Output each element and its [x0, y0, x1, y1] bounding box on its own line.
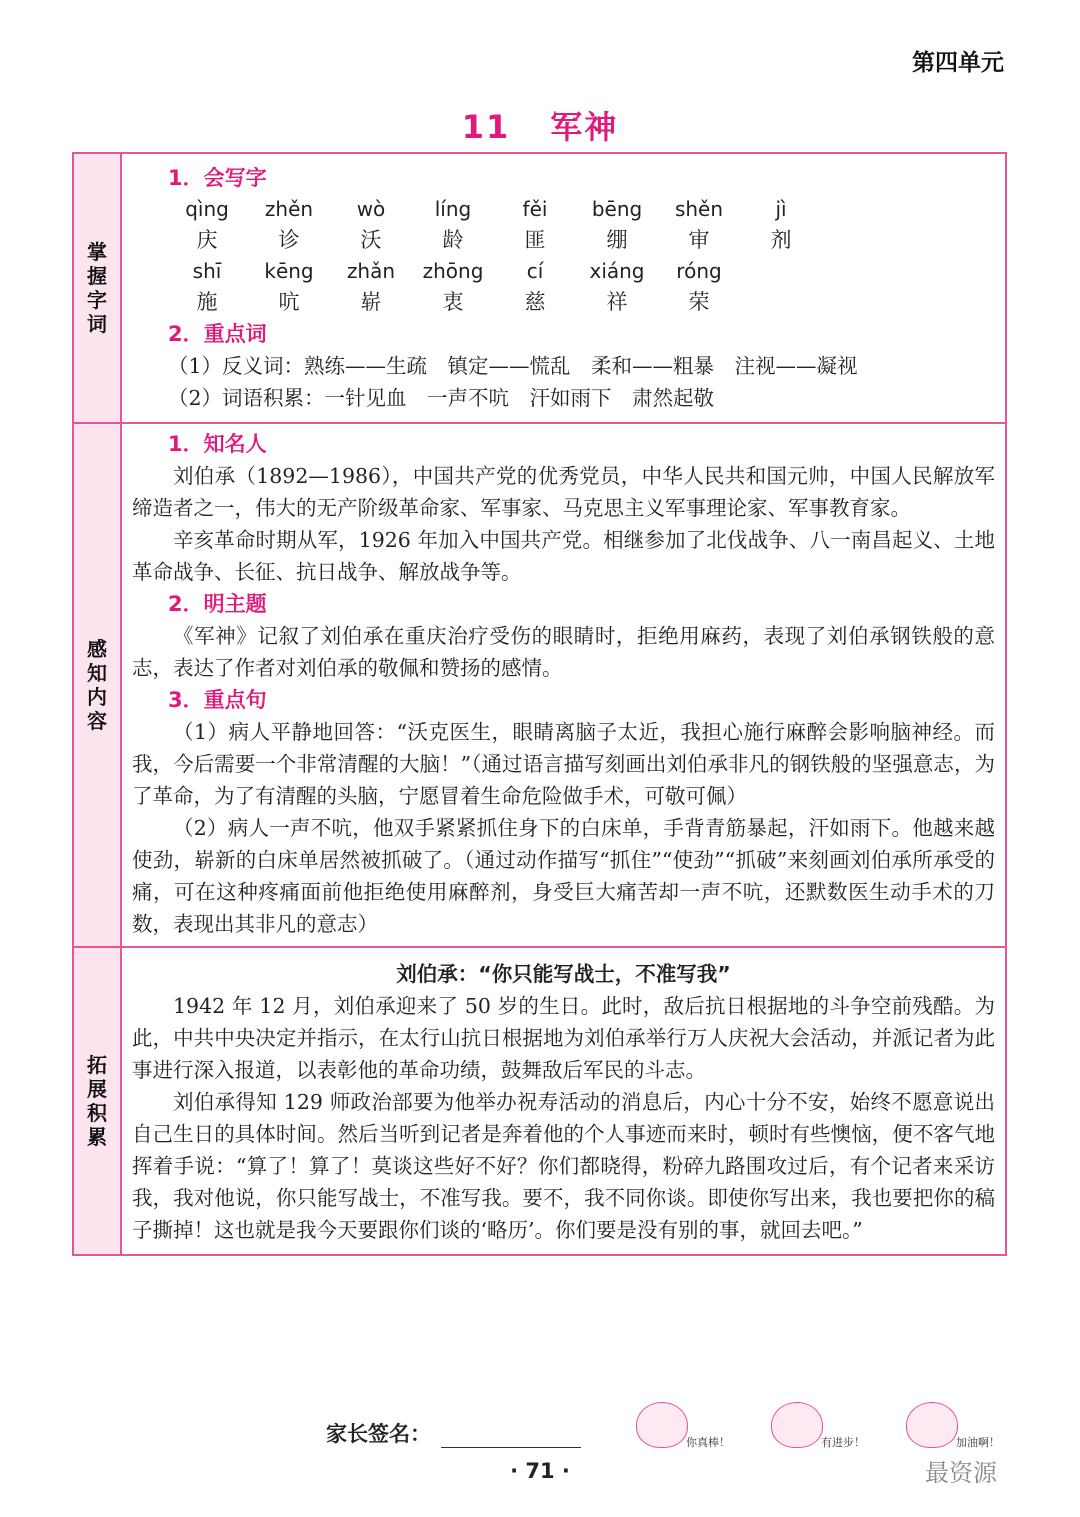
- label-char: 积: [87, 1101, 107, 1125]
- label-char: 字: [87, 288, 107, 312]
- pinyin: shěn: [674, 197, 724, 221]
- pinyin: bēng: [591, 197, 643, 221]
- hanzi: 诊: [278, 228, 300, 252]
- sticker-cat-3: [900, 1398, 1010, 1458]
- section-label-text: [74, 1053, 120, 1149]
- hanzi: 庆: [196, 228, 218, 252]
- heading-key-sentences: 3．重点句: [168, 688, 267, 712]
- hanzi: 慈: [524, 290, 546, 314]
- lesson-title: [0, 102, 1080, 148]
- pinyin: jì: [775, 197, 787, 221]
- sticker-caption: 你真棒！: [686, 1436, 730, 1449]
- content-table: [72, 152, 1007, 1256]
- pinyin-grid-1: [122, 194, 1005, 256]
- lesson-name: 军神: [550, 108, 619, 146]
- pinyin: zhōng: [422, 259, 484, 283]
- heading-writing-chars: 1．会写字: [168, 166, 267, 190]
- section-extension: [121, 947, 1006, 1255]
- hanzi: 衷: [442, 290, 464, 314]
- hanzi: 沃: [360, 228, 382, 252]
- hanzi: 崭: [360, 290, 382, 314]
- paragraph: （1）病人平静地回答：“沃克医生，眼睛离脑子太近，我担心施行麻醉会影响脑神经。而我，今后需要一个非常清醒的大脑！”（通过语言描写刻画出刘伯承非凡的钢铁般的坚强意志，为了革命，为了有清醒的头脑，宁愿冒着生命危险做手术，可敬可佩）: [132, 720, 995, 808]
- label-char: 累: [87, 1125, 107, 1149]
- pinyin: shī: [192, 259, 222, 283]
- section-content: [121, 423, 1006, 947]
- label-char: 拓: [87, 1053, 107, 1077]
- label-char: 词: [87, 312, 107, 336]
- hanzi: 龄: [442, 228, 464, 252]
- pinyin: líng: [434, 197, 472, 221]
- section-label-text: [74, 240, 120, 336]
- label-char: 掌: [87, 240, 107, 264]
- pinyin: kēng: [264, 259, 314, 283]
- signature-label: 家长签名：: [326, 1422, 431, 1446]
- pinyin: fěi: [522, 197, 548, 221]
- heading-famous-person: 1．知名人: [168, 432, 267, 456]
- paragraph: （2）病人一声不吭，他双手紧紧抓住身下的白床单，手背青筋暴起，汗如雨下。他越来越使劲，崭新的白床单居然被抓破了。（通过动作描写“抓住”“使劲”“抓破”来刻画刘伯承所承受的痛，可在这种疼痛面前他拒绝使用麻醉剂，身受巨大痛苦却一声不吭，还默数医生动手术的刀数，表现出其非凡的意志）: [132, 816, 995, 936]
- sticker-caption: 有进步！: [821, 1436, 865, 1449]
- sticker-cat-2: [765, 1398, 875, 1458]
- paragraph: 辛亥革命时期从军，1926 年加入中国共产党。相继参加了北伐战争、八一南昌起义、土地革命战争、长征、抗日战争、解放战争等。: [132, 528, 995, 584]
- pinyin-grid-2: [122, 256, 1005, 318]
- hanzi: 荣: [688, 290, 710, 314]
- hanzi: 剂: [770, 228, 792, 252]
- hanzi: 匪: [524, 228, 546, 252]
- section-vocab: [121, 153, 1006, 423]
- pinyin: róng: [676, 259, 722, 283]
- hanzi: 审: [688, 228, 710, 252]
- pinyin: xiáng: [589, 259, 645, 283]
- vocab-line: （2）词语积累：一针见血 一声不吭 汗如雨下 肃然起敬: [168, 386, 715, 410]
- lesson-number: 11: [461, 108, 511, 146]
- story-title: 刘伯承：“你只能写战士，不准写我”: [396, 962, 731, 986]
- label-char: 内: [87, 685, 107, 709]
- sticker-caption: 加油啊！: [956, 1436, 1000, 1449]
- paragraph: 《军神》记叙了刘伯承在重庆治疗受伤的眼睛时，拒绝用麻药，表现了刘伯承钢铁般的意志，表达了作者对刘伯承的敬佩和赞扬的感情。: [132, 624, 995, 680]
- parent-signature: [326, 1418, 581, 1448]
- page-number: · 71 ·: [510, 1459, 570, 1483]
- signature-line[interactable]: [441, 1425, 581, 1448]
- paragraph: 刘伯承得知 129 师政治部要为他举办祝寿活动的消息后，内心十分不安，始终不愿意说出自己生日的具体时间。然后当听到记者是奔着他的个人事迹而来时，顿时有些懊恼，便不客气地挥着手说：“算了！算了！莫谈这些好不好？你们都晓得，粉碎九路围攻过后，有个记者来采访我，我对他说，你只能写战士，不准写我。要不，我不同你谈。即使你写出来，我也要把你的稿子撕掉！这也就是我今天要跟你们谈的‘略历’。你们要是没有别的事，就回去吧。”: [132, 1090, 995, 1242]
- cat-face-icon: [636, 1402, 688, 1448]
- label-char: 知: [87, 661, 107, 685]
- pinyin: zhǎn: [346, 259, 396, 283]
- hanzi: 施: [196, 290, 218, 314]
- label-char: 展: [87, 1077, 107, 1101]
- watermark: 最资源: [925, 1459, 997, 1487]
- hanzi: 吭: [278, 290, 300, 314]
- label-char: 感: [87, 637, 107, 661]
- paragraph: 1942 年 12 月，刘伯承迎来了 50 岁的生日。此时，敌后抗日根据地的斗争空前残酷。为此，中共中央决定并指示，在太行山抗日根据地为刘伯承举行万人庆祝大会活动，并派记者为此事进行深入报道，以表彰他的革命功绩，鼓舞敌后军民的斗志。: [132, 994, 995, 1082]
- unit-label: 第四单元: [912, 50, 1004, 76]
- antonyms-line: （1）反义词：熟练——生疏 镇定——慌乱 柔和——粗暴 注视——凝视: [168, 354, 858, 378]
- section-label-extension: [73, 947, 121, 1255]
- section-label-vocab: [73, 153, 121, 423]
- pinyin: wò: [356, 197, 386, 221]
- paragraph: 刘伯承（1892—1986），中国共产党的优秀党员，中华人民共和国元帅，中国人民解放军缔造者之一，伟大的无产阶级革命家、军事家、马克思主义军事理论家、军事教育家。: [132, 464, 995, 520]
- heading-theme: 2．明主题: [168, 592, 267, 616]
- cat-face-icon: [771, 1402, 823, 1448]
- section-label-text: [74, 637, 120, 733]
- sticker-cat-1: [630, 1398, 740, 1458]
- hanzi: 绷: [606, 228, 628, 252]
- cat-face-icon: [906, 1402, 958, 1448]
- label-char: 容: [87, 709, 107, 733]
- pinyin: cí: [526, 259, 544, 283]
- hanzi: 祥: [606, 290, 628, 314]
- pinyin: zhěn: [264, 197, 314, 221]
- heading-key-words: 2．重点词: [168, 322, 267, 346]
- label-char: 握: [87, 264, 107, 288]
- section-label-content: [73, 423, 121, 947]
- pinyin: qìng: [185, 197, 229, 221]
